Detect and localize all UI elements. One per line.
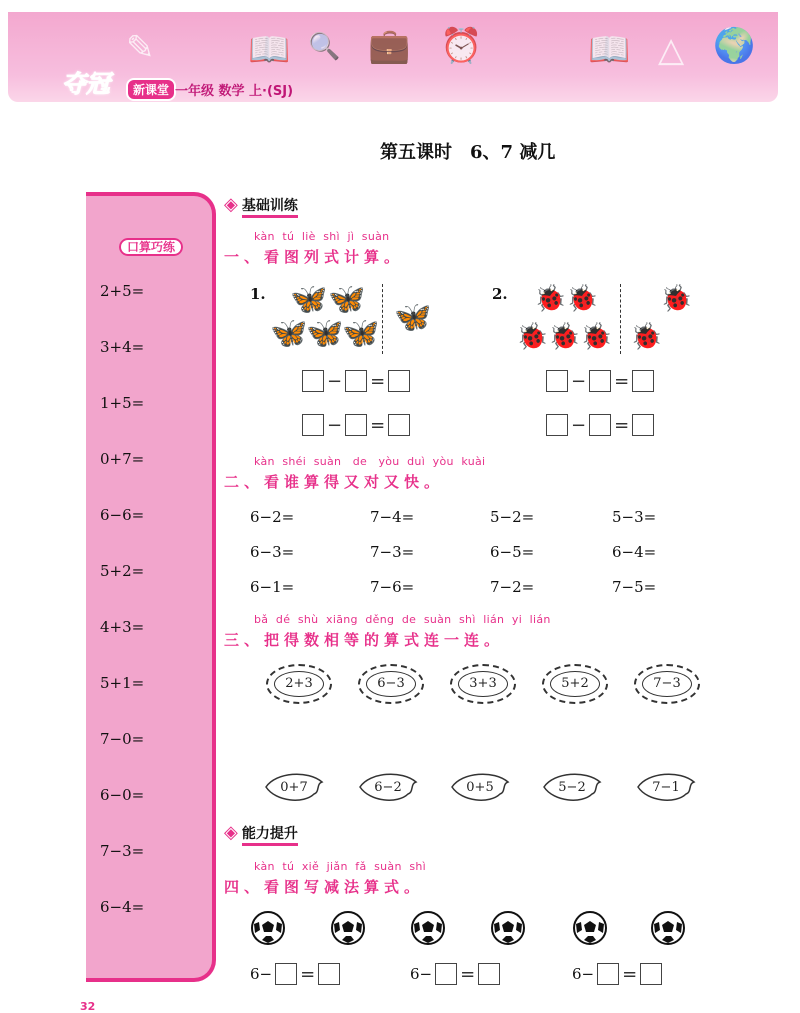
oral-item: 6−4= xyxy=(100,898,145,916)
answer-box[interactable] xyxy=(345,414,367,436)
divider-line xyxy=(382,284,383,354)
q2-problem: 7−6= xyxy=(370,578,415,596)
book-icon: 📖 xyxy=(588,30,631,70)
answer-box[interactable] xyxy=(478,963,500,985)
logo-badge: 新课堂 xyxy=(126,78,176,101)
q2-problem: 6−4= xyxy=(612,543,657,561)
oral-item: 5+1= xyxy=(100,674,145,692)
q4-equation: 6− = xyxy=(572,963,662,985)
answer-box[interactable] xyxy=(435,963,457,985)
logo-text: 夺冠 xyxy=(62,69,110,98)
section-basic-heading: ◈ 基础训练 xyxy=(224,194,298,215)
page-number: 32 xyxy=(80,1000,96,1013)
book-subtitle: 一年级 数学 上·(SJ) xyxy=(175,84,294,99)
q3-title: 三、把得数相等的算式连一连。 xyxy=(224,631,505,649)
q2-problem: 7−4= xyxy=(370,508,415,526)
compass-icon: △ xyxy=(658,30,685,70)
answer-box[interactable] xyxy=(589,370,611,392)
q2-problem: 7−5= xyxy=(612,578,657,596)
clock-icon: ⏰ xyxy=(440,26,483,66)
q1-item2-label: 2. xyxy=(492,285,508,303)
pencil-icon: ✎ xyxy=(126,28,155,68)
section-advanced-heading: ◈ 能力提升 xyxy=(224,822,298,843)
answer-box[interactable] xyxy=(302,414,324,436)
q2-problem: 6−5= xyxy=(490,543,535,561)
q1-equation-2b: − = xyxy=(546,414,654,436)
answer-box[interactable] xyxy=(302,370,324,392)
butterfly-icon: 🦋 xyxy=(270,316,308,351)
q2-pinyin: kàn shéi suàn de yòu duì yòu kuài xyxy=(254,455,486,468)
oral-item: 4+3= xyxy=(100,618,145,636)
ladybug-icon: 🐞 xyxy=(580,322,613,352)
q1-title: 一、看图列式计算。 xyxy=(224,248,405,266)
butterfly-icon: 🦋 xyxy=(342,316,380,351)
answer-box[interactable] xyxy=(597,963,619,985)
soccer-ball-icon xyxy=(250,910,286,946)
match-bottom-leaf[interactable]: 5−2 xyxy=(542,770,602,804)
q3-pinyin: bǎ dé shù xiāng děng de suàn shì lián yi lián xyxy=(254,613,551,626)
divider-line xyxy=(620,284,621,354)
diamond-icon: ◈ xyxy=(224,194,238,215)
butterfly-icon: 🦋 xyxy=(328,282,366,317)
ladybug-icon: 🐞 xyxy=(534,284,567,314)
q4-equation: 6− = xyxy=(250,963,340,985)
q2-problem: 6−1= xyxy=(250,578,295,596)
match-bottom-leaf[interactable]: 7−1 xyxy=(636,770,696,804)
oral-item: 6−6= xyxy=(100,506,145,524)
ladybug-icon: 🐞 xyxy=(630,322,663,352)
q4-pinyin: kàn tú xiě jiǎn fǎ suàn shì xyxy=(254,860,426,873)
oral-item: 3+4= xyxy=(100,338,145,356)
oral-item: 0+7= xyxy=(100,450,145,468)
ladybug-icon: 🐞 xyxy=(660,284,693,314)
q2-title: 二、看谁算得又对又快。 xyxy=(224,473,445,491)
soccer-ball-icon xyxy=(572,910,608,946)
q2-problem: 6−3= xyxy=(250,543,295,561)
q1-item1-label: 1. xyxy=(250,285,266,303)
match-top-item[interactable]: 2+3 xyxy=(266,664,332,704)
q2-problem: 7−3= xyxy=(370,543,415,561)
q1-equation-1b: − = xyxy=(302,414,410,436)
ladybug-icon: 🐞 xyxy=(548,322,581,352)
butterfly-icon: 🦋 xyxy=(290,282,328,317)
globe-icon: 🌍 xyxy=(713,26,756,66)
q4-equation: 6− = xyxy=(410,963,500,985)
bag-icon: 💼 xyxy=(368,26,411,66)
magnifier-icon: 🔍 xyxy=(308,32,341,62)
butterfly-icon: 🦋 xyxy=(394,300,432,335)
match-bottom-leaf[interactable]: 6−2 xyxy=(358,770,418,804)
q2-problem: 5−2= xyxy=(490,508,535,526)
answer-box[interactable] xyxy=(388,370,410,392)
book-icon: 📖 xyxy=(248,30,291,70)
answer-box[interactable] xyxy=(345,370,367,392)
soccer-ball-icon xyxy=(650,910,686,946)
soccer-ball-icon xyxy=(490,910,526,946)
answer-box[interactable] xyxy=(632,414,654,436)
q4-title: 四、看图写减法算式。 xyxy=(224,878,425,896)
q1-equation-1a: − = xyxy=(302,370,410,392)
lesson-title: 第五课时 6、7 减几 xyxy=(380,142,556,163)
oral-item: 7−0= xyxy=(100,730,145,748)
match-top-item[interactable]: 5+2 xyxy=(542,664,608,704)
match-bottom-leaf[interactable]: 0+7 xyxy=(264,770,324,804)
q2-problem: 7−2= xyxy=(490,578,535,596)
answer-box[interactable] xyxy=(546,370,568,392)
oral-item: 2+5= xyxy=(100,282,145,300)
butterfly-icon: 🦋 xyxy=(306,316,344,351)
answer-box[interactable] xyxy=(546,414,568,436)
diamond-icon: ◈ xyxy=(224,822,238,843)
answer-box[interactable] xyxy=(589,414,611,436)
answer-box[interactable] xyxy=(318,963,340,985)
answer-box[interactable] xyxy=(632,370,654,392)
oral-item: 5+2= xyxy=(100,562,145,580)
answer-box[interactable] xyxy=(640,963,662,985)
page-header xyxy=(8,12,778,102)
q2-problem: 6−2= xyxy=(250,508,295,526)
oral-item: 1+5= xyxy=(100,394,145,412)
match-top-item[interactable]: 6−3 xyxy=(358,664,424,704)
soccer-ball-icon xyxy=(330,910,366,946)
oral-practice-sidebar xyxy=(86,192,216,982)
answer-box[interactable] xyxy=(388,414,410,436)
soccer-ball-icon xyxy=(410,910,446,946)
q2-problem: 5−3= xyxy=(612,508,657,526)
answer-box[interactable] xyxy=(275,963,297,985)
q1-pinyin: kàn tú liè shì jì suàn xyxy=(254,230,390,243)
match-top-item[interactable]: 3+3 xyxy=(450,664,516,704)
q1-equation-2a: − = xyxy=(546,370,654,392)
match-top-item[interactable]: 7−3 xyxy=(634,664,700,704)
oral-item: 7−3= xyxy=(100,842,145,860)
oral-item: 6−0= xyxy=(100,786,145,804)
ladybug-icon: 🐞 xyxy=(516,322,549,352)
match-bottom-leaf[interactable]: 0+5 xyxy=(450,770,510,804)
ladybug-icon: 🐞 xyxy=(566,284,599,314)
sidebar-title: 口算巧练 xyxy=(96,236,206,258)
